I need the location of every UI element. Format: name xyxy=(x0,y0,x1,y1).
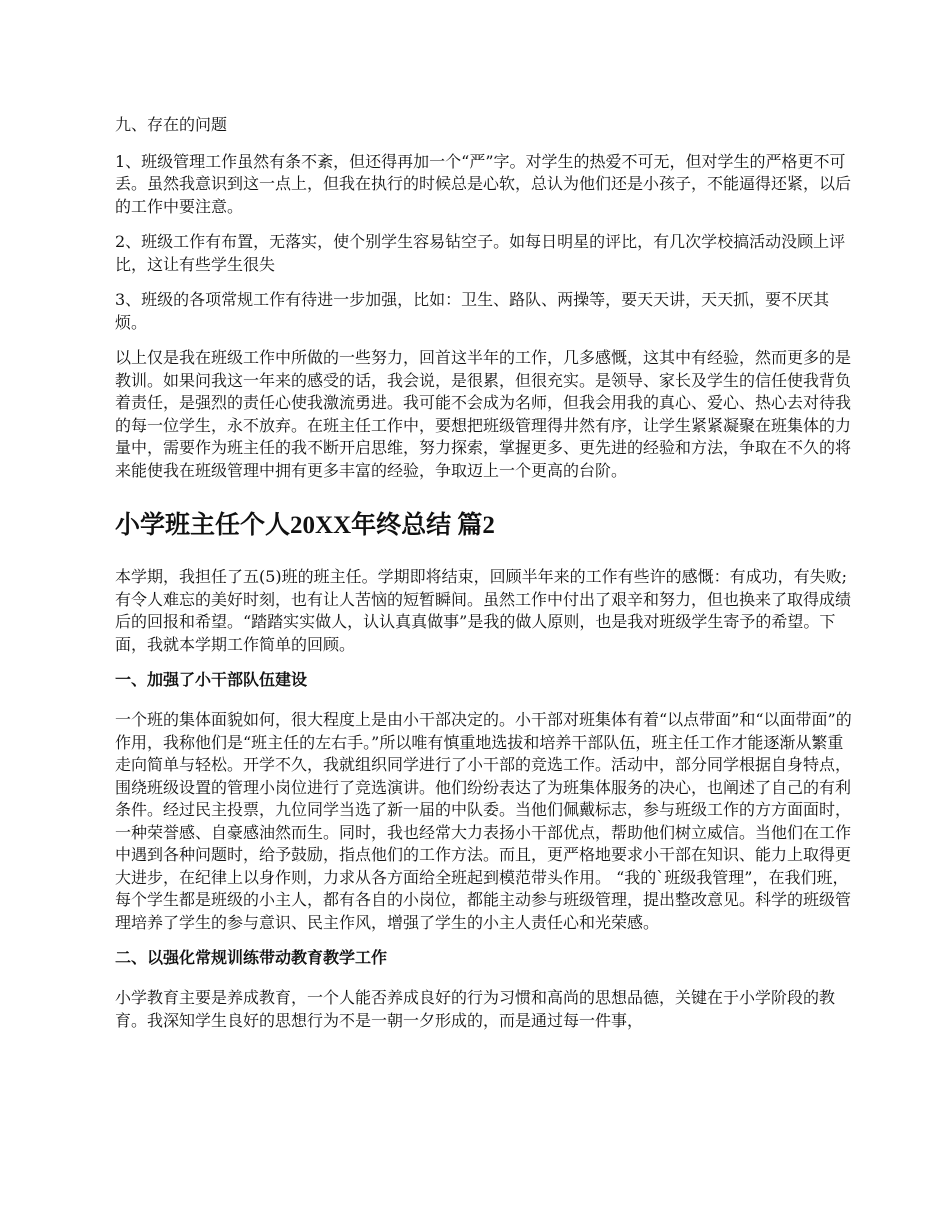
section-1-title: 一、加强了小干部队伍建设 xyxy=(115,670,308,689)
section-nine-title: 九、存在的问题 xyxy=(115,115,228,134)
section-2-body: 小学教育主要是养成教育，一个人能否养成良好的行为习惯和高尚的思想品德，关键在于小学阶段的教育。我深知学生良好的思想行为不是一朝一夕形成的，而是通过每一件事， xyxy=(115,988,836,1030)
problem-item-3: 3、班级的各项常规工作有待进一步加强，比如：卫生、路队、两操等，要天天讲，天天抓，要不厌其烦。 xyxy=(115,290,830,332)
closing-paragraph: 以上仅是我在班级工作中所做的一些努力，回首这半年的工作，几多感慨，这其中有经验，然而更多的是教训。如果问我这一年来的感受的话，我会说，是很累，但很充实。是领导、家长及学生的信任使我背负着责任，是强烈的责任心使我激流勇进。我可能不会成为名师，但我会用我的真心、爱心、热心去对待我的每一位学生，永不放弃。在班主任工作中，要想把班级管理得井然有序，让学生紧紧凝聚在班集体的力量中，需要作为班主任的我不断开启思维，努力探索，掌握更多、更先进的经验和方法，争取在不久的将来能使我在班级管理中拥有更多丰富的经验，争取迈上一个更高的台阶。 xyxy=(115,348,852,480)
problem-item-2: 2、班级工作有布置，无落实，使个别学生容易钻空子。如每日明星的评比，有几次学校搞活动没顾上评比，这让有些学生很失 xyxy=(115,232,846,274)
section-2-title: 二、以强化常规训练带动教育教学工作 xyxy=(115,948,388,967)
intro-paragraph: 本学期，我担任了五(5)班的班主任。学期即将结束，回顾半年来的工作有些许的感慨：有成功，有失败;有令人难忘的美好时刻，也有让人苦恼的短暂瞬间。虽然工作中付出了艰辛和努力，但也换来了取得成绩后的回报和希望。“踏踏实实做人，认认真真做事”是我的做人原则，也是我对班级学生寄予的希望。下面，我就本学期工作简单的回顾。 xyxy=(115,567,852,654)
section-1-body: 一个班的集体面貌如何，很大程度上是由小干部决定的。小干部对班集体有着“以点带面”和“以面带面”的作用，我称他们是“班主任的左右手。”所以唯有慎重地选拔和培养干部队伍，班主任工作才能逐渐从繁重走向简单与轻松。开学不久，我就组织同学进行了小干部的竞选工作。活动中，部分同学根据自身特点，围绕班级设置的管理小岗位进行了竞选演讲。他们纷纷表达了为班集体服务的决心，也阐述了自己的有利条件。经过民主投票，九位同学当选了新一届的中队委。当他们佩戴标志，参与班级工作的方方面面时，一种荣誉感、自豪感油然而生。同时，我也经常大力表扬小干部优点，帮助他们树立威信。当他们在工作中遇到各种问题时，给予鼓励，指点他们的工作方法。而且，更严格地要求小干部在知识、能力上取得更大进步，在纪律上以身作则，力求从各方面给全班起到模范带头作用。 “我的`班级我管理”，在我们班，每个学生都是班级的小主人，都有各自的小岗位，都能主动参与班级管理，提出整改意见。科学的班级管理培养了学生的参与意识、民主作风，增强了学生的小主人责任心和光荣感。 xyxy=(115,710,852,932)
document-page xyxy=(115,114,855,1045)
problem-item-1: 1、班级管理工作虽然有条不紊，但还得再加一个“严”字。对学生的热爱不可无，但对学生的严格更不可丢。虽然我意识到这一点上，但我在执行的时候总是心软，总认为他们还是小孩子，不能逼得还紧，以后的工作中要注意。 xyxy=(115,151,852,216)
article-heading: 小学班主任个人20XX年终总结 篇2 xyxy=(115,512,495,539)
